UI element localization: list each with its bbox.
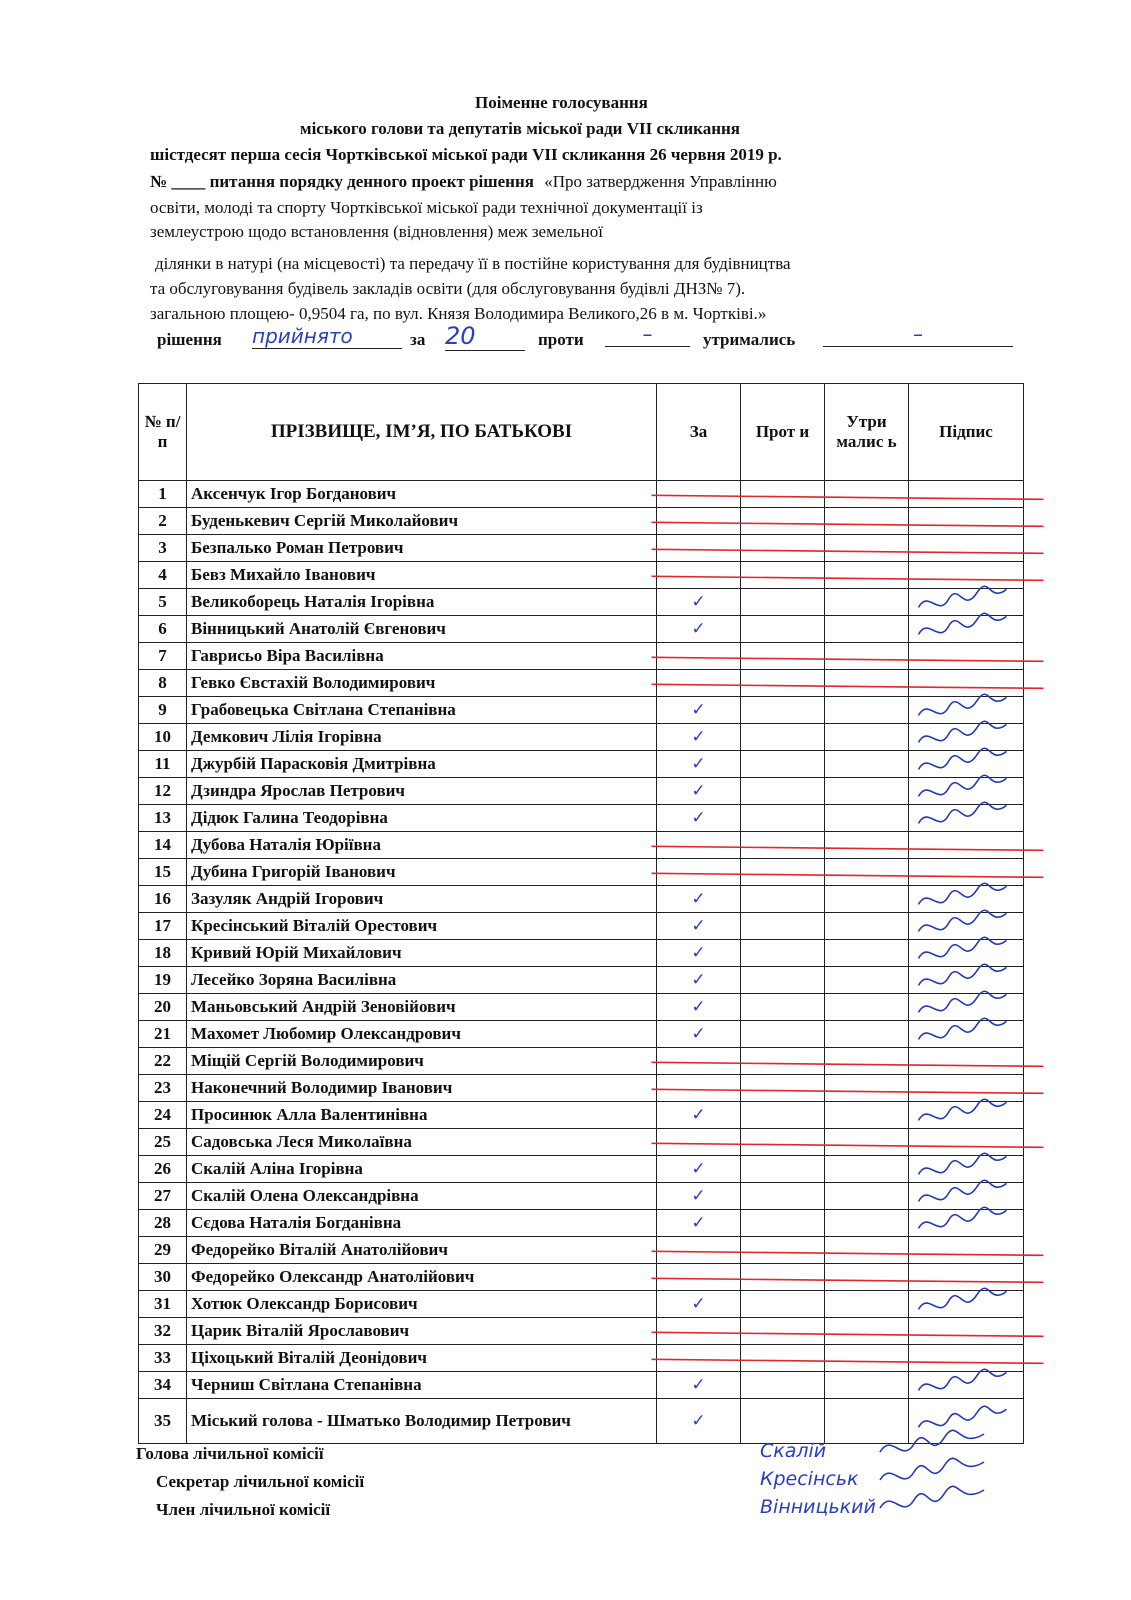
row-signature [909,670,1024,697]
for-label: за [410,330,426,349]
row-name: Сєдова Наталія Богданівна [187,1210,657,1237]
row-for-mark [657,535,741,562]
row-abstained [825,697,909,724]
row-against [741,589,825,616]
row-for-mark: ✓ [657,1102,741,1129]
row-against [741,886,825,913]
row-abstained [825,1102,909,1129]
row-signature [909,1372,1024,1399]
row-name: Федорейко Олександр Анатолійович [187,1264,657,1291]
table-row [139,1183,1024,1210]
title-line-1: Поіменне голосування [475,93,648,112]
row-abstained [825,1075,909,1102]
row-signature [909,643,1024,670]
table-row [139,1075,1024,1102]
table-row [139,1372,1024,1399]
row-number: 26 [139,1156,187,1183]
row-for-mark [657,1264,741,1291]
row-for-mark [657,859,741,886]
row-for-mark: ✓ [657,616,741,643]
row-against [741,562,825,589]
table-row [139,1129,1024,1156]
row-name: Садовська Леся Миколаївна [187,1129,657,1156]
col-number: № п/п [139,384,187,481]
row-against [741,967,825,994]
row-number: 35 [139,1399,187,1444]
col-abstained: Утри малис ь [825,384,909,481]
table-row [139,913,1024,940]
secretary-label: Секретар лічильної комісії [156,1472,365,1491]
row-signature [909,589,1024,616]
against-value: – [605,322,690,347]
row-number: 30 [139,1264,187,1291]
row-for-mark: ✓ [657,1183,741,1210]
row-abstained [825,670,909,697]
row-signature [909,886,1024,913]
row-against [741,751,825,778]
table-row [139,1264,1024,1291]
chair-signature-name: Скалій [760,1440,827,1462]
row-against [741,1264,825,1291]
row-name: Гаврисьо Віра Василівна [187,643,657,670]
row-for-mark [657,670,741,697]
row-abstained [825,751,909,778]
row-against [741,778,825,805]
row-against [741,1156,825,1183]
row-number: 4 [139,562,187,589]
row-for-mark: ✓ [657,1156,741,1183]
row-abstained [825,1183,909,1210]
row-for-mark: ✓ [657,697,741,724]
row-against [741,940,825,967]
row-for-mark [657,508,741,535]
row-name: Скалій Олена Олександрівна [187,1183,657,1210]
row-against [741,1048,825,1075]
table-row [139,724,1024,751]
row-signature [909,751,1024,778]
row-name: Великоборець Наталія Ігорівна [187,589,657,616]
table-row [139,1102,1024,1129]
row-name: Кривий Юрій Михайлович [187,940,657,967]
row-number: 17 [139,913,187,940]
row-name: Гевко Євстахій Володимирович [187,670,657,697]
row-number: 9 [139,697,187,724]
member-signature-name: Вінницький [760,1496,876,1518]
row-abstained [825,1318,909,1345]
row-number: 2 [139,508,187,535]
question-text-5: та обслуговування будівель закладів освіти (для обслуговування будівлі ДНЗ№ 7). [150,279,746,298]
row-signature [909,1021,1024,1048]
row-number: 10 [139,724,187,751]
row-name: Махомет Любомир Олександрович [187,1021,657,1048]
table-row [139,1399,1024,1444]
row-number: 16 [139,886,187,913]
row-name: Скалій Аліна Ігорівна [187,1156,657,1183]
row-signature [909,832,1024,859]
row-signature [909,1183,1024,1210]
row-for-mark [657,1345,741,1372]
row-number: 6 [139,616,187,643]
row-abstained [825,1048,909,1075]
table-row [139,886,1024,913]
row-against [741,832,825,859]
row-number: 22 [139,1048,187,1075]
row-abstained [825,778,909,805]
row-against [741,508,825,535]
table-row [139,670,1024,697]
row-name: Дубина Григорій Іванович [187,859,657,886]
row-number: 1 [139,481,187,508]
row-for-mark [657,1237,741,1264]
row-name: Наконечний Володимир Іванович [187,1075,657,1102]
row-name: Аксенчук Ігор Богданович [187,481,657,508]
title-line-3: шістдесят перша сесія Чортківської міської ради VII скликання 26 червня 2019 р. [150,145,782,164]
row-name: Дзиндра Ярослав Петрович [187,778,657,805]
row-number: 31 [139,1291,187,1318]
row-against [741,481,825,508]
table-row [139,1345,1024,1372]
secretary-signature-name: Кресінськ [760,1468,859,1490]
row-abstained [825,805,909,832]
row-for-mark [657,1318,741,1345]
row-number: 18 [139,940,187,967]
row-abstained [825,1399,909,1444]
row-abstained [825,535,909,562]
commission-signature-scribble [880,1486,984,1508]
row-against [741,1372,825,1399]
row-number: 8 [139,670,187,697]
row-abstained [825,1264,909,1291]
row-name: Просинюк Алла Валентинівна [187,1102,657,1129]
row-abstained [825,562,909,589]
row-abstained [825,967,909,994]
table-row [139,859,1024,886]
row-abstained [825,1237,909,1264]
row-signature [909,481,1024,508]
row-for-mark: ✓ [657,940,741,967]
row-name: Маньовський Андрій Зеновійович [187,994,657,1021]
decision-value: прийнято [252,324,402,349]
row-number: 5 [139,589,187,616]
row-abstained [825,1291,909,1318]
row-for-mark: ✓ [657,1021,741,1048]
row-abstained [825,724,909,751]
row-name: Ціхоцький Віталій Деонідович [187,1345,657,1372]
row-for-mark [657,562,741,589]
row-abstained [825,859,909,886]
row-number: 27 [139,1183,187,1210]
row-for-mark: ✓ [657,589,741,616]
row-number: 15 [139,859,187,886]
table-row [139,1021,1024,1048]
row-against [741,859,825,886]
row-signature [909,1318,1024,1345]
row-for-mark [657,832,741,859]
question-text-6: загальною площею- 0,9504 га, по вул. Князя Володимира Великого,26 в м. Чортківі.» [150,304,767,323]
table-row [139,508,1024,535]
row-signature [909,1129,1024,1156]
row-abstained [825,1021,909,1048]
row-number: 20 [139,994,187,1021]
row-against [741,913,825,940]
table-row [139,643,1024,670]
row-abstained [825,913,909,940]
row-for-mark: ✓ [657,724,741,751]
row-abstained [825,1372,909,1399]
row-against [741,670,825,697]
row-against [741,1399,825,1444]
row-signature [909,508,1024,535]
row-for-mark: ✓ [657,1399,741,1444]
row-name: Вінницький Анатолій Євгенович [187,616,657,643]
row-signature [909,616,1024,643]
table-row [139,1210,1024,1237]
row-signature [909,1237,1024,1264]
table-row [139,1291,1024,1318]
row-against [741,616,825,643]
row-signature [909,994,1024,1021]
row-abstained [825,832,909,859]
table-row [139,967,1024,994]
table-row [139,778,1024,805]
for-value: 20 [445,322,525,351]
row-number: 29 [139,1237,187,1264]
row-for-mark: ✓ [657,886,741,913]
row-number: 11 [139,751,187,778]
row-against [741,643,825,670]
row-name: Буденькевич Сергій Миколайович [187,508,657,535]
row-number: 32 [139,1318,187,1345]
row-signature [909,1210,1024,1237]
question-text-4: ділянки в натурі (на місцевості) та передачу її в постійне користування для будівництва [155,254,791,273]
row-against [741,1210,825,1237]
row-name: Безпалько Роман Петрович [187,535,657,562]
row-name: Джурбій Парасковія Дмитрівна [187,751,657,778]
row-abstained [825,1129,909,1156]
row-against [741,724,825,751]
table-row [139,940,1024,967]
abstained-value: – [823,322,1013,347]
row-abstained [825,940,909,967]
row-number: 23 [139,1075,187,1102]
row-number: 21 [139,1021,187,1048]
row-against [741,805,825,832]
row-against [741,1237,825,1264]
row-name: Царик Віталій Ярославович [187,1318,657,1345]
table-row [139,481,1024,508]
table-row [139,1237,1024,1264]
row-for-mark: ✓ [657,913,741,940]
row-against [741,697,825,724]
table-row [139,1156,1024,1183]
row-name: Дубова Наталія Юріївна [187,832,657,859]
row-number: 19 [139,967,187,994]
row-name: Черниш Світлана Степанівна [187,1372,657,1399]
table-row [139,562,1024,589]
col-name: ПРІЗВИЩЕ, ІМ’Я, ПО БАТЬКОВІ [187,384,657,481]
row-number: 3 [139,535,187,562]
row-signature [909,1345,1024,1372]
row-against [741,1102,825,1129]
row-abstained [825,994,909,1021]
row-for-mark: ✓ [657,805,741,832]
row-abstained [825,481,909,508]
table-row [139,697,1024,724]
row-abstained [825,643,909,670]
row-against [741,1129,825,1156]
col-for: За [657,384,741,481]
decision-label: рішення [157,330,222,349]
abstained-label: утримались [703,330,796,349]
against-label: проти [538,330,584,349]
table-header-row [139,384,1024,481]
row-number: 14 [139,832,187,859]
row-abstained [825,508,909,535]
row-signature [909,1102,1024,1129]
row-for-mark [657,481,741,508]
row-number: 33 [139,1345,187,1372]
row-against [741,1291,825,1318]
row-signature [909,778,1024,805]
col-against: Прот и [741,384,825,481]
row-for-mark [657,1129,741,1156]
row-abstained [825,1345,909,1372]
row-for-mark: ✓ [657,751,741,778]
table-row [139,805,1024,832]
row-for-mark: ✓ [657,1291,741,1318]
table-row [139,616,1024,643]
row-abstained [825,1156,909,1183]
row-abstained [825,589,909,616]
commission-signature-scribble [880,1458,984,1480]
row-signature [909,1048,1024,1075]
row-name: Зазуляк Андрій Ігорович [187,886,657,913]
row-for-mark: ✓ [657,1372,741,1399]
table-row [139,1048,1024,1075]
row-abstained [825,616,909,643]
row-number: 34 [139,1372,187,1399]
row-against [741,1183,825,1210]
row-for-mark [657,1048,741,1075]
question-text-1: «Про затвердження Управлінню [544,172,777,191]
row-signature [909,940,1024,967]
chair-label: Голова лічильної комісії [136,1444,324,1463]
row-number: 12 [139,778,187,805]
question-text-2: освіти, молоді та спорту Чортківської міської ради технічної документації із [150,198,703,217]
row-for-mark: ✓ [657,994,741,1021]
row-number: 24 [139,1102,187,1129]
row-name: Дідюк Галина Теодорівна [187,805,657,832]
row-signature [909,724,1024,751]
row-for-mark: ✓ [657,1210,741,1237]
question-text-3: землеустрою щодо встановлення (відновлення) меж земельної [150,222,603,241]
row-signature [909,562,1024,589]
row-name: Демкович Лілія Ігорівна [187,724,657,751]
row-name: Бевз Михайло Іванович [187,562,657,589]
row-name: Федорейко Віталій Анатолійович [187,1237,657,1264]
row-name: Лесейко Зоряна Василівна [187,967,657,994]
row-for-mark [657,1075,741,1102]
question-prefix-text: № ____ питання порядку денного проект рішення [150,172,534,191]
row-signature [909,859,1024,886]
row-signature [909,967,1024,994]
row-against [741,1345,825,1372]
question-prefix [150,172,777,192]
table-row [139,535,1024,562]
row-number: 7 [139,643,187,670]
row-against [741,994,825,1021]
row-signature [909,1075,1024,1102]
voting-table [138,383,1024,1444]
table-row [139,751,1024,778]
row-for-mark: ✓ [657,778,741,805]
row-name: Міський голова - Шматько Володимир Петрович [187,1399,657,1444]
row-name: Кресінський Віталій Орестович [187,913,657,940]
row-number: 28 [139,1210,187,1237]
table-row [139,589,1024,616]
row-against [741,1318,825,1345]
row-name: Міщій Сергій Володимирович [187,1048,657,1075]
member-label: Член лічильної комісії [156,1500,331,1519]
row-signature [909,697,1024,724]
col-signature: Підпис [909,384,1024,481]
row-signature [909,535,1024,562]
row-for-mark [657,643,741,670]
row-against [741,1075,825,1102]
table-row [139,994,1024,1021]
row-signature [909,1291,1024,1318]
row-signature [909,805,1024,832]
row-name: Грабовецька Світлана Степанівна [187,697,657,724]
row-for-mark: ✓ [657,967,741,994]
row-number: 13 [139,805,187,832]
row-signature [909,1264,1024,1291]
title-line-2: міського голови та депутатів міської ради VII скликання [300,119,740,138]
table-row [139,1318,1024,1345]
row-name: Хотюк Олександр Борисович [187,1291,657,1318]
row-signature [909,1156,1024,1183]
row-abstained [825,886,909,913]
table-row [139,832,1024,859]
row-signature [909,913,1024,940]
row-against [741,1021,825,1048]
row-number: 25 [139,1129,187,1156]
row-abstained [825,1210,909,1237]
row-signature [909,1399,1024,1444]
row-against [741,535,825,562]
